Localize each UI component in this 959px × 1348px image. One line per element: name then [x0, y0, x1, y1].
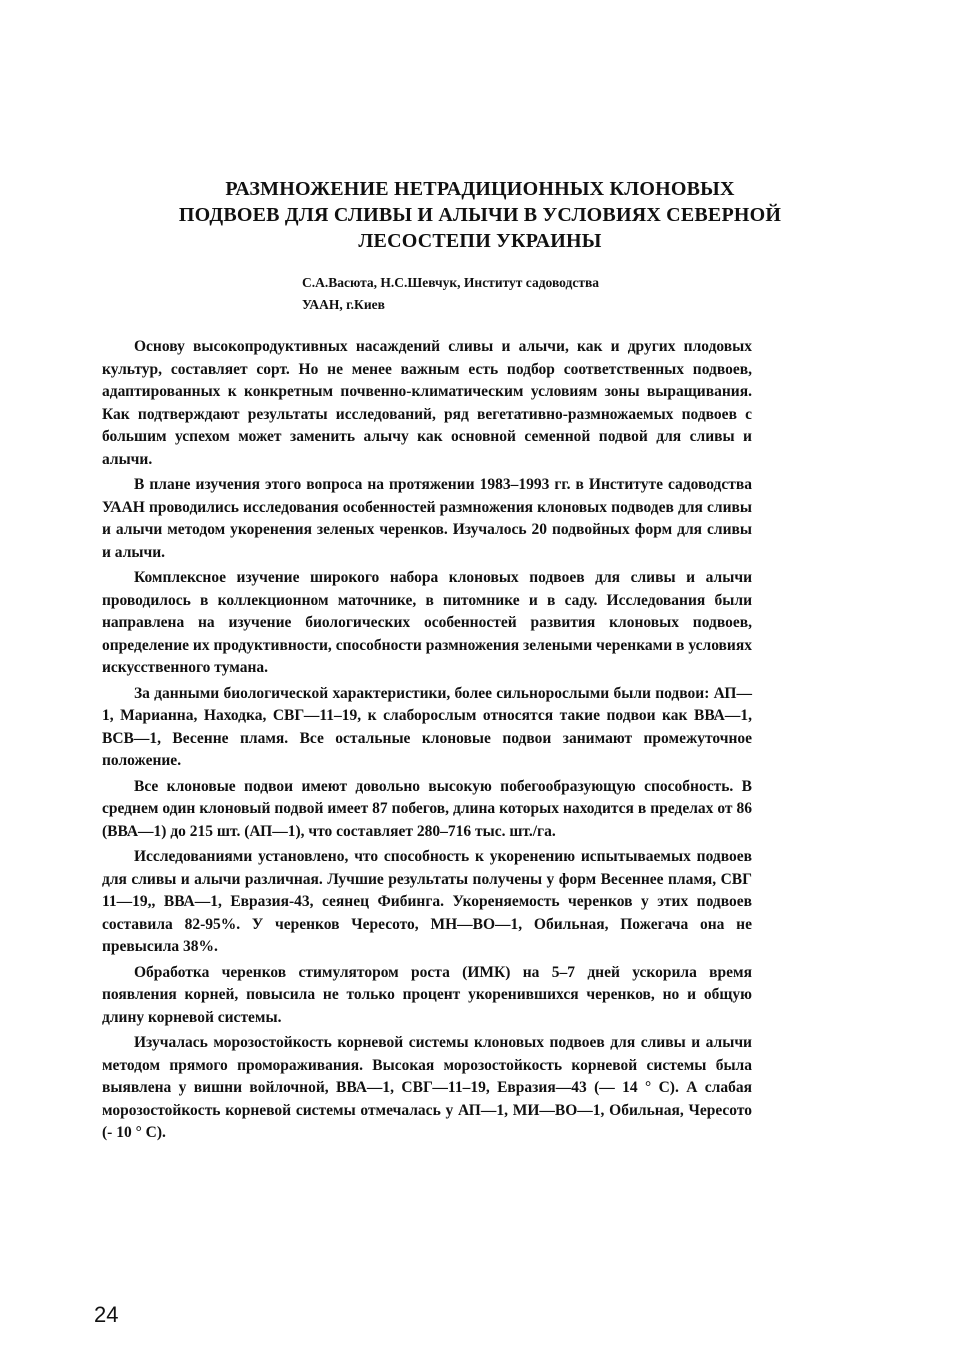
paragraph: В плане изучения этого вопроса на протяжении 1983–1993 гг. в Институте садоводства УААН проводились исследования особенностей размножения клоновых подводев для сливы и алычи методом укоренения зеленых черенков. Изучалось 20 подвойных форм для сливы и алычи.	[102, 476, 752, 561]
paragraph: Все клоновые подвои имеют довольно высокую побегообразующую способность. В среднем один клоновый подвой имеет 87 побегов, длина которых находится в пределах от 86 (ВВА—1) до 215 шт. (АП—1), что составляет 280–716 тыс. шт./га.	[102, 777, 752, 840]
title-line: ПОДВОЕВ ДЛЯ СЛИВЫ И АЛЫЧИ В УСЛОВИЯХ СЕВЕРНОЙ	[178, 204, 782, 226]
page-number: 24	[94, 1302, 119, 1327]
article-body	[102, 336, 752, 1148]
paragraph: Комплексное изучение широкого набора клоновых подвоев для сливы и алычи проводилось в коллекционном маточнике, в питомнике и в саду. Исследования были направлена на изучение биологических особенностей развития клоновых подвоев, определение их продуктивности, способности размножения зелеными черенками в условиях искусственного тумана.	[102, 569, 752, 676]
title-line: РАЗМНОЖЕНИЕ НЕТРАДИЦИОННЫХ КЛОНОВЫХ	[225, 178, 735, 200]
paragraph: Изучалась морозостойкость корневой системы клоновых подвоев для сливы и алычи методом прямого промораживания. Высокая морозостойкость корневой системы была выявлена у вишни войлочной, ВВА—1, СВГ—11–19, Евразия—43 (— 14 ° С). А слабая морозостойкость корневой системы отмечалась у АП—1, МИ—ВО—1, Обильная, Чересото (- 10 ° С).	[102, 1034, 752, 1141]
title-line: ЛЕСОСТЕПИ УКРАИНЫ	[358, 230, 602, 252]
authors-line: УААН, г.Киев	[302, 297, 385, 312]
authors-line: С.А.Васюта, Н.С.Шевчук, Институт садоводства	[302, 275, 600, 290]
paragraph: За данными биологической характеристики, более сильнорослыми были подвои: АП—1, Марианна, Находка, СВГ—11–19, к слаборослым относятся такие подвои как ВВА—1, ВСВ—1, Весенне пламя. Все остальные клоновые подвои занимают промежуточное положение.	[102, 684, 752, 769]
article-title	[100, 176, 860, 254]
paragraph: Исследованиями установлено, что способность к укоренению испытываемых подвоев для сливы и алычи различная. Лучшие результаты получены у форм Весеннее пламя, СВГ 11—19,, ВВА—1, Евразия-43, сеянец Фибинга. Укореняемость черенков у этих подвоев составила 82-95%. У черенков Чересото, МН—ВО—1, Обильная, Пожегача она не превысила 38%.	[102, 848, 752, 955]
paragraph: Основу высокопродуктивных насаждений сливы и алычи, как и других плодовых культур, составляет сорт. Но не менее важным есть подбор соответственных подвоев, адаптированных к конкретным почвенно-климатическим условиям зоны выращивания. Как подтверждают результаты исследований, ряд вегетативно-размножаемых подвоев с большим успехом может заменить алычу как основной семенной подвой для сливы и алычи.	[102, 338, 752, 468]
article-authors	[302, 272, 742, 316]
paragraph: Обработка черенков стимулятором роста (ИМК) на 5–7 дней ускорила время появления корней, повысила не только процент укоренившихся черенков, но и общую длину корневой системы.	[102, 963, 752, 1026]
